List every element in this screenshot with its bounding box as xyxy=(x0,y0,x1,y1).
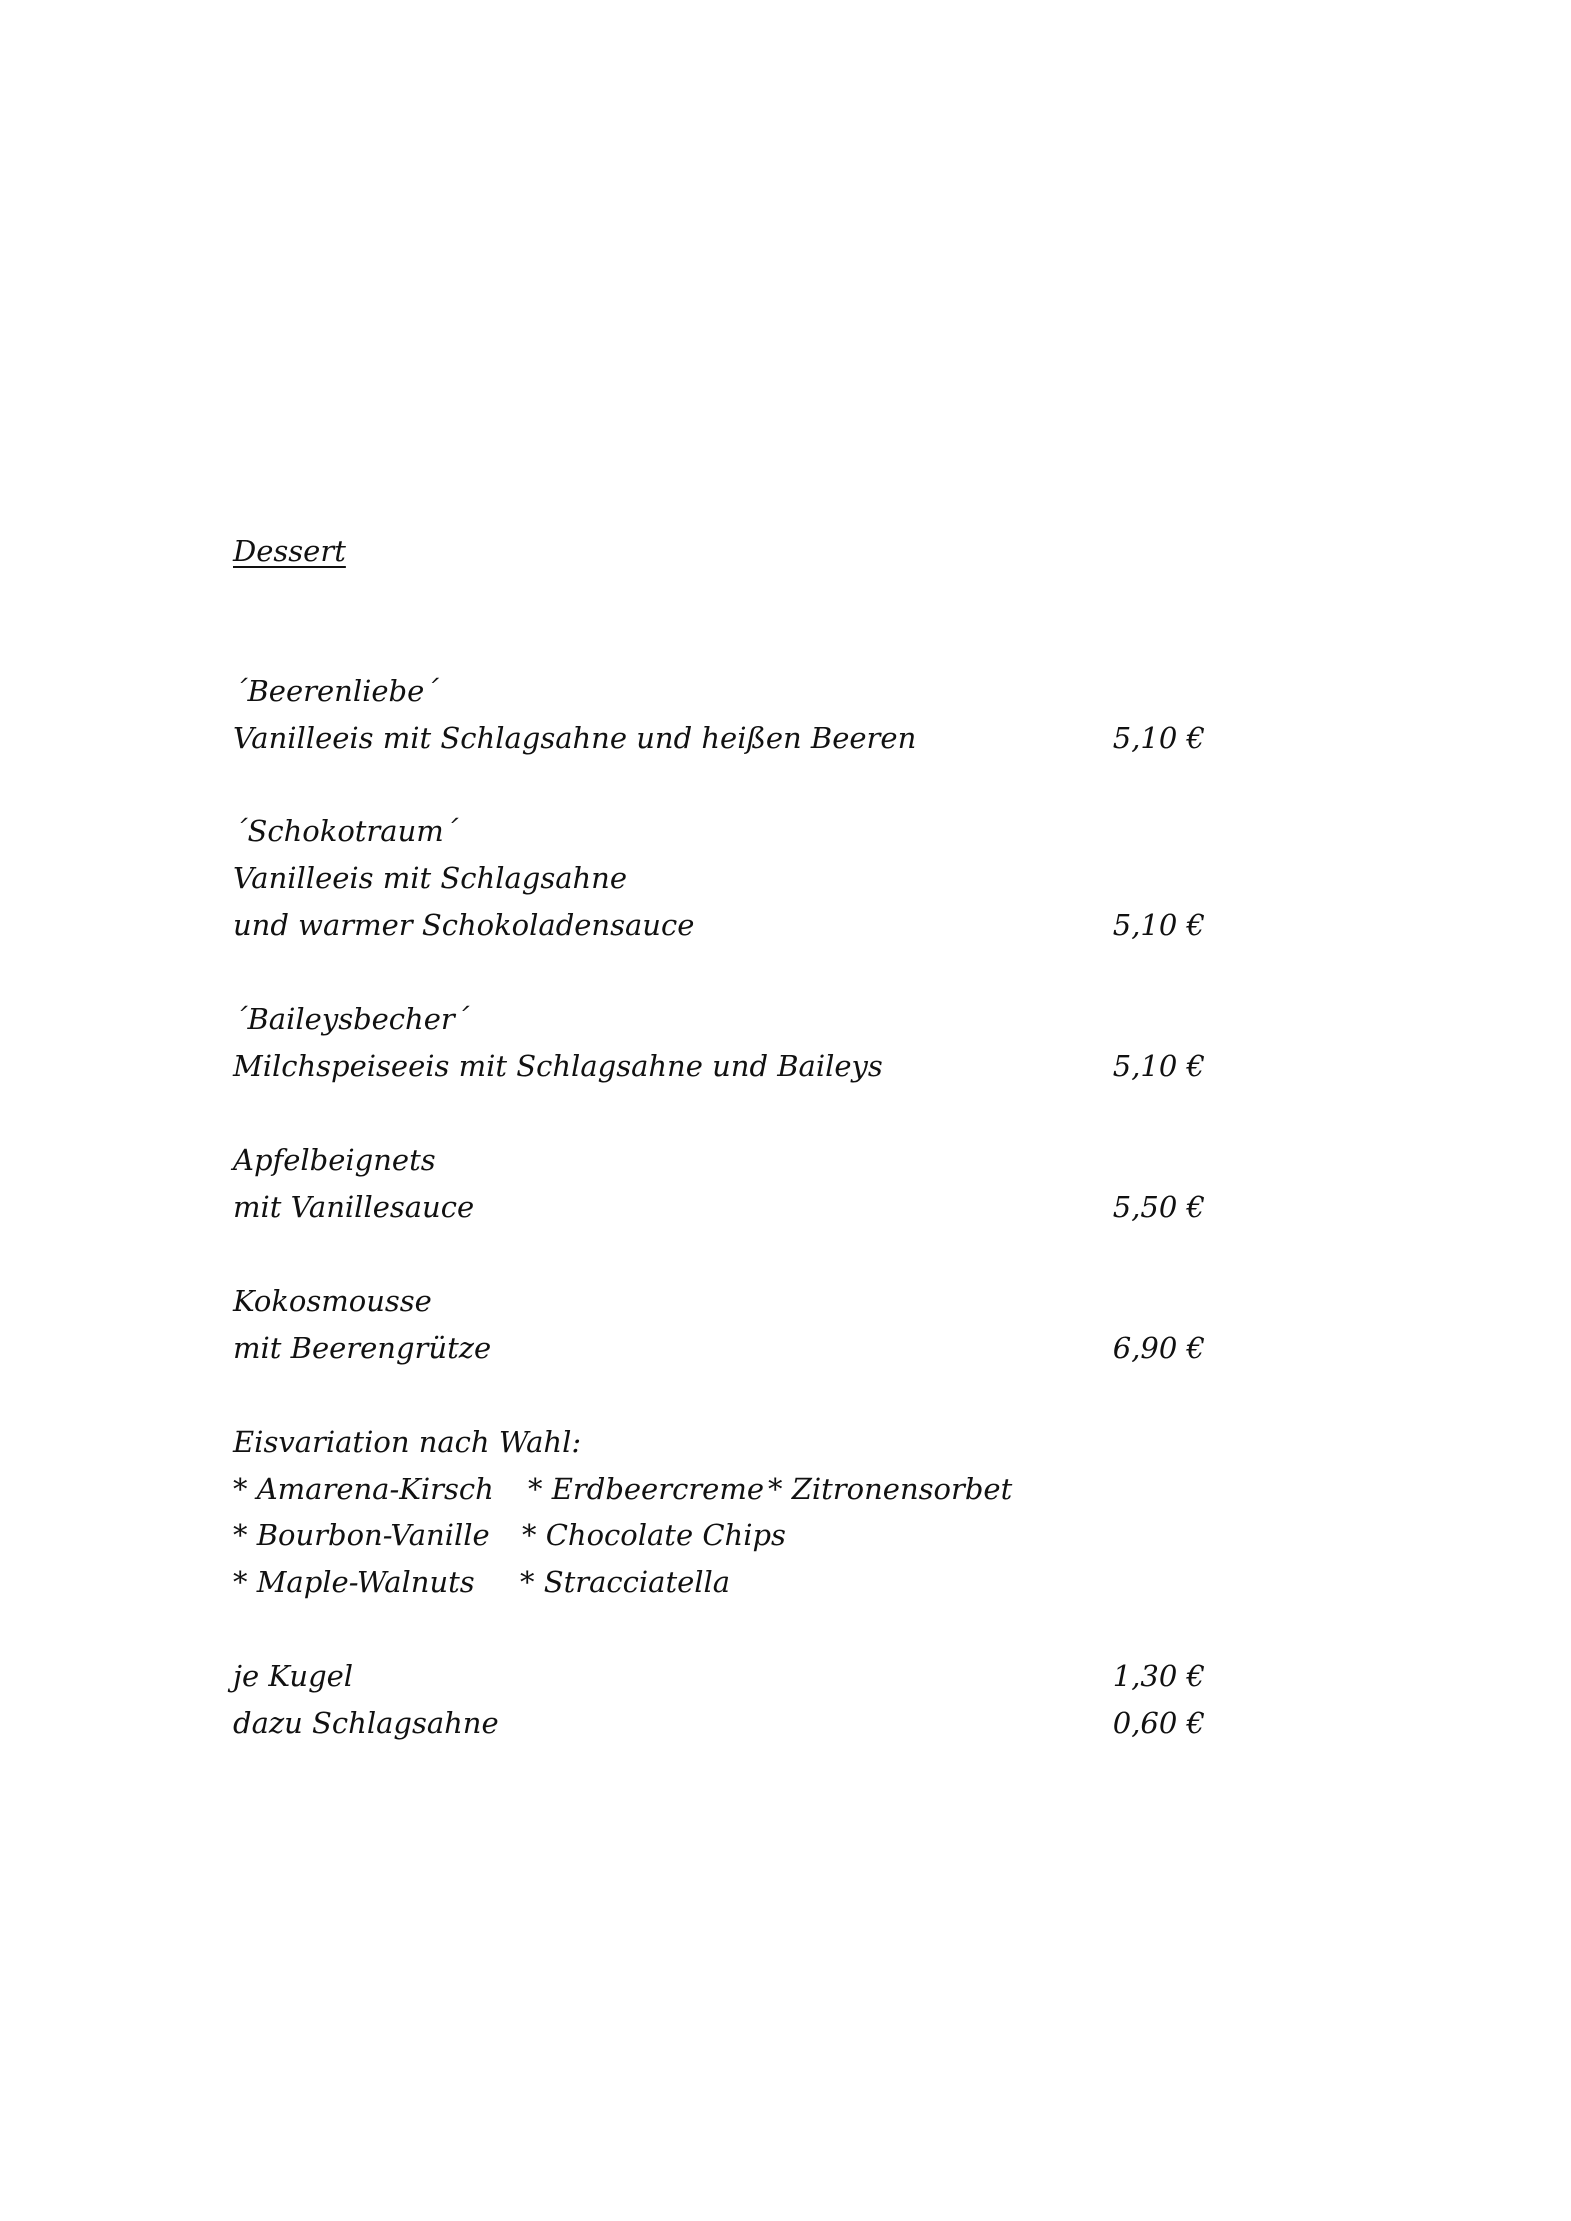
menu-title: Dessert xyxy=(233,534,346,568)
extra-label-je-kugel: je Kugel xyxy=(233,1659,354,1693)
ice-flavor-bourbon-vanille: * Bourbon-Vanille xyxy=(233,1518,490,1552)
ice-flavor-maple-walnuts: * Maple-Walnuts xyxy=(233,1565,475,1599)
dessert-name-schokotraum: ´Schokotraum´ xyxy=(233,814,459,848)
dessert-description-schokotraum-1: Vanilleeis mit Schlagsahne xyxy=(233,861,628,895)
dessert-name-baileysbecher: ´Baileysbecher´ xyxy=(233,1002,470,1036)
dessert-description-apfelbeignets: mit Vanillesauce xyxy=(233,1190,475,1224)
dessert-price-beerenliebe: 5,10 € xyxy=(1112,721,1205,755)
dessert-name-apfelbeignets: Apfelbeignets xyxy=(233,1143,436,1177)
dessert-description-kokosmousse: mit Beerengrütze xyxy=(233,1331,492,1365)
ice-selection-heading: Eisvariation nach Wahl: xyxy=(233,1425,582,1459)
extra-price-je-kugel: 1,30 € xyxy=(1112,1659,1205,1693)
dessert-price-apfelbeignets: 5,50 € xyxy=(1112,1190,1205,1224)
extra-label-schlagsahne: dazu Schlagsahne xyxy=(233,1706,499,1740)
dessert-name-kokosmousse: Kokosmousse xyxy=(233,1284,432,1318)
ice-flavor-zitronensorbet: * Zitronensorbet xyxy=(768,1472,1013,1506)
dessert-price-schokotraum: 5,10 € xyxy=(1112,908,1205,942)
dessert-description-schokotraum-2: und warmer Schokoladensauce xyxy=(233,908,695,942)
dessert-price-kokosmousse: 6,90 € xyxy=(1112,1331,1205,1365)
ice-flavor-chocolate-chips: * Chocolate Chips xyxy=(522,1518,786,1552)
dessert-price-baileysbecher: 5,10 € xyxy=(1112,1049,1205,1083)
dessert-description-baileysbecher: Milchspeiseeis mit Schlagsahne und Baileys xyxy=(233,1049,883,1083)
ice-flavor-erdbeercreme: * Erdbeercreme xyxy=(528,1472,764,1506)
ice-flavor-amarena-kirsch: * Amarena-Kirsch xyxy=(233,1472,494,1506)
dessert-name-beerenliebe: ´Beerenliebe´ xyxy=(233,674,439,708)
ice-flavor-stracciatella: * Stracciatella xyxy=(520,1565,731,1599)
dessert-description-beerenliebe: Vanilleeis mit Schlagsahne und heißen Beeren xyxy=(233,721,917,755)
extra-price-schlagsahne: 0,60 € xyxy=(1112,1706,1205,1740)
